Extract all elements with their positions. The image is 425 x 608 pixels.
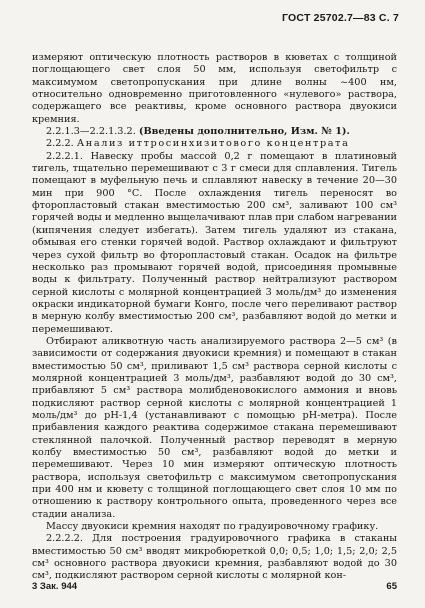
section-title: Анализ иттросинхизитового концентрата — [76, 138, 350, 150]
amendment-note: (Введены дополнительно, Изм. № 1). — [138, 126, 350, 138]
page-number: 65 — [386, 581, 397, 592]
paragraph-amendment — [32, 126, 397, 138]
clause-number: 2.2.2. — [46, 138, 74, 150]
clause-number: 2.2.1.3—2.2.1.3.2. — [46, 126, 136, 138]
paragraph: Отбирают аликвотную часть анализируемого раствора 2—5 см³ (в зависимости от содержания двуокиси кремния) и помещают в стакан вместимостью 50 см³, приливают 1,5 см³ раствора серной кислоты с молярной концентрацией 3 моль/дм³, разбавляют водой до 30 см³, прибавляют 5 см³ раствора молибденовокислого аммония и вновь подкисляют раствор серной кислоты с молярной концентрацией 1 моль/дм³ до рН-1,4 (устанавливают с помощью рН-метра). После прибавления каждого реактива содержимое стакана перемешивают стеклянной палочкой. Полученный раствор переводят в мерную колбу вместимостью 50 см³, разбавляют водой до метки и перемешивают. Через 10 мин измеряют оптическую плотность раствора, используя светофильтр с максимумом светопропускания при 400 нм и кювету с толщиной поглощающего свет слоя 10 мм по отношению к раствору контрольного опыта, проведенного через все стадии анализа. — [32, 335, 397, 520]
order-number: 3 Зак. 944 — [32, 581, 78, 592]
paragraph: измеряют оптическую плотность растворов в кюветах с толщиной поглощающего свет слоя 50 мм, используя светофильтр с максимумом светопропускания при длине волны ~400 нм, относительно одновременно приготовленного «нулевого» раствора, содержащего все реактивы, кроме основного раствора двуокиси кремния. — [32, 52, 397, 125]
body-text — [32, 52, 397, 583]
paragraph: 2.2.2.1. Навеску пробы массой 0,2 г помещают в платиновый тигель, тщательно перемешивают с 3 г смеси для сплавления. Тигель помещают в муфельную печь и сплавляют навеску в течение 20—30 мин при 900 °С. После охлаждения тигель переносят во фторопластовый стакан вместимостью 200 см³, заливают 100 см³ горячей воды и медленно выщелачивают плав при слабом нагревании (кипячения следует избегать). Затем тигель удаляют из стакана, обмывая его стенки горячей водой. Раствор охлаждают и фильтруют через сухой фильтр во фторопластовый стакан. Осадок на фильтре несколько раз промывают горячей водой, присоединяя промывные воды к фильтрату. Полученный раствор нейтрализуют раствором серной кислоты с молярной концентрацией 3 моль/дм³ до изменения окраски индикаторной бумаги Конго, после чего переливают раствор в мерную колбу вместимостью 200 см³, разбавляют водой до метки и перемешивают. — [32, 150, 397, 335]
page-footer — [32, 581, 397, 592]
section-heading — [32, 138, 397, 150]
paragraph: Массу двуокиси кремния находят по градуировочному графику. — [46, 521, 379, 533]
paragraph: 2.2.2.2. Для построения градуировочного графика в стаканы вместимостью 50 см³ вводят микробюреткой 0,0; 0,5; 1,0; 1,5; 2,0; 2,5 см³ основного раствора двуокиси кремния, разбавляют водой до 30 см³, подкисляют раствором серной кислоты с молярной кон- — [32, 533, 397, 582]
page-header: ГОСТ 25702.7—83 С. 7 — [282, 12, 399, 24]
